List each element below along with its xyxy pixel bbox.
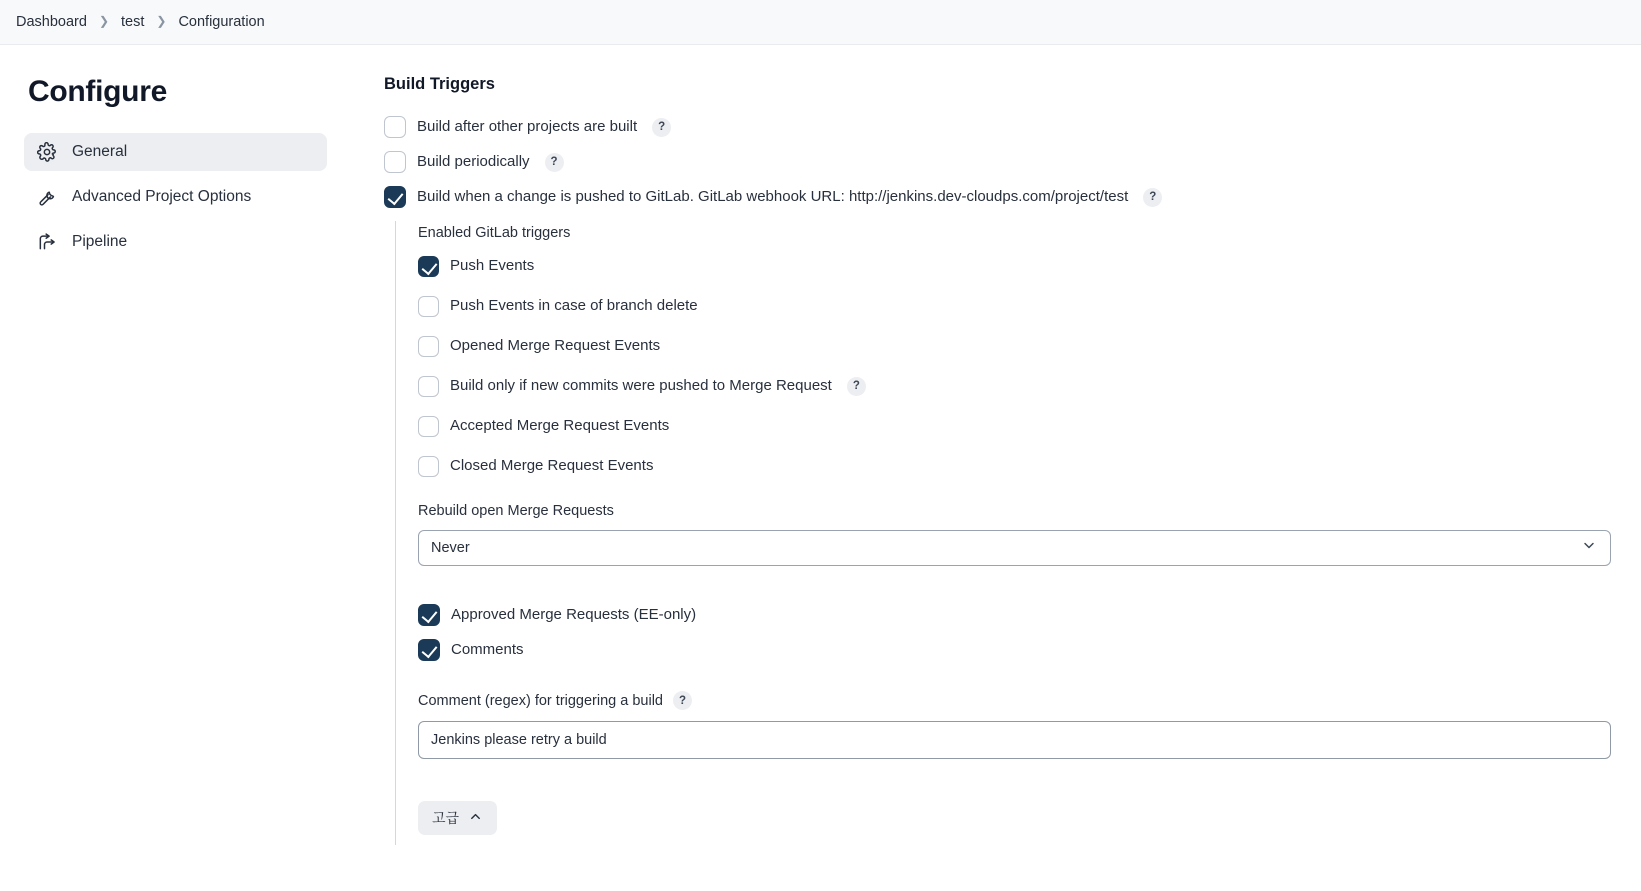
row-comments <box>418 639 1611 661</box>
gitlab-event-row-closed-merge-request <box>418 455 1611 477</box>
rebuild-open-merge-requests-label <box>418 503 1611 519</box>
checkbox-comments[interactable] <box>418 639 440 661</box>
checkbox-label: Comments <box>451 641 524 658</box>
sidebar-item-label: Pipeline <box>72 233 128 250</box>
checkbox-approved-merge-requests[interactable] <box>418 604 440 626</box>
help-icon[interactable]: ? <box>673 691 692 710</box>
checkbox-label: Closed Merge Request Events <box>450 457 654 474</box>
help-icon[interactable]: ? <box>1143 188 1162 207</box>
checkbox-build-after-other-projects[interactable] <box>384 116 406 138</box>
checkbox-build-only-new-commits[interactable] <box>418 376 439 397</box>
advanced-toggle-label: 고급 <box>432 810 460 826</box>
checkbox-label: Build periodically <box>417 153 530 170</box>
gitlab-event-row-new-commits-merge-request <box>418 375 1611 397</box>
checkbox-label: Build after other projects are built <box>417 118 638 135</box>
checkbox-label: Push Events <box>450 257 535 274</box>
sidebar <box>0 45 355 891</box>
breadcrumb-item-configuration[interactable]: Configuration <box>178 14 265 30</box>
help-icon[interactable]: ? <box>652 118 671 137</box>
sidebar-item-advanced-project-options[interactable] <box>24 178 327 216</box>
trigger-row-build-after-other-projects <box>384 116 1611 138</box>
main-content <box>355 45 1641 891</box>
section-title: Build Triggers <box>384 75 495 93</box>
breadcrumb-item-test[interactable]: test <box>121 14 145 30</box>
help-icon[interactable]: ? <box>847 377 866 396</box>
row-approved-merge-requests <box>418 604 1611 626</box>
checkbox-label: Build when a change is pushed to GitLab. GitLab webhook URL: http://jenkins.dev-cloudps.com/project/test <box>417 188 1129 205</box>
breadcrumb <box>0 0 1641 45</box>
sidebar-item-pipeline[interactable] <box>24 223 327 261</box>
gitlab-event-row-push-events-branch-delete <box>418 295 1611 317</box>
gitlab-trigger-settings <box>395 221 1611 845</box>
enabled-gitlab-triggers-label: Enabled GitLab triggers <box>418 225 571 241</box>
page-title: Configure <box>28 75 167 108</box>
checkbox-gitlab-webhook[interactable] <box>384 186 406 208</box>
checkbox-label: Push Events in case of branch delete <box>450 297 698 314</box>
checkbox-build-periodically[interactable] <box>384 151 406 173</box>
gitlab-event-row-accepted-merge-request <box>418 415 1611 437</box>
page-body <box>0 45 1641 891</box>
chevron-up-icon <box>468 809 483 827</box>
gitlab-events-list <box>418 255 1611 477</box>
trigger-row-gitlab-push <box>384 186 1611 208</box>
gitlab-event-row-push-events <box>418 255 1611 277</box>
checkbox-closed-merge-request-events[interactable] <box>418 456 439 477</box>
spacer <box>418 566 1611 582</box>
checkbox-push-events[interactable] <box>418 256 439 277</box>
checkbox-opened-merge-request-events[interactable] <box>418 336 439 357</box>
checkbox-push-events-branch-delete[interactable] <box>418 296 439 317</box>
rebuild-open-merge-requests-field <box>418 530 1611 566</box>
comment-regex-label <box>418 691 1611 710</box>
comment-regex-field <box>418 721 1611 759</box>
wrench-icon <box>36 186 58 208</box>
sidebar-item-label: Advanced Project Options <box>72 188 252 205</box>
build-triggers-list <box>384 116 1611 208</box>
pipeline-icon <box>36 231 58 253</box>
breadcrumb-item-dashboard[interactable]: Dashboard <box>16 14 87 30</box>
sidebar-item-label: General <box>72 143 128 160</box>
trigger-row-build-periodically <box>384 151 1611 173</box>
checkbox-label: Opened Merge Request Events <box>450 337 661 354</box>
sidebar-item-general[interactable] <box>24 133 327 171</box>
chevron-right-icon: ❯ <box>98 14 109 28</box>
help-icon[interactable]: ? <box>545 153 564 172</box>
checkbox-accepted-merge-request-events[interactable] <box>418 416 439 437</box>
checkbox-label: Accepted Merge Request Events <box>450 417 670 434</box>
gear-icon <box>36 141 58 163</box>
field-label-text: Comment (regex) for triggering a build <box>418 692 663 709</box>
advanced-toggle-button[interactable] <box>418 801 497 835</box>
sidebar-menu <box>0 133 355 261</box>
checkbox-label: Approved Merge Requests (EE-only) <box>451 606 697 623</box>
gitlab-event-row-opened-merge-request <box>418 335 1611 357</box>
comment-regex-input[interactable] <box>418 721 1611 759</box>
checkbox-label: Build only if new commits were pushed to Merge Request <box>450 377 832 394</box>
field-label-text: Rebuild open Merge Requests <box>418 503 614 519</box>
chevron-right-icon: ❯ <box>156 14 167 28</box>
rebuild-open-merge-requests-select[interactable] <box>418 530 1611 566</box>
